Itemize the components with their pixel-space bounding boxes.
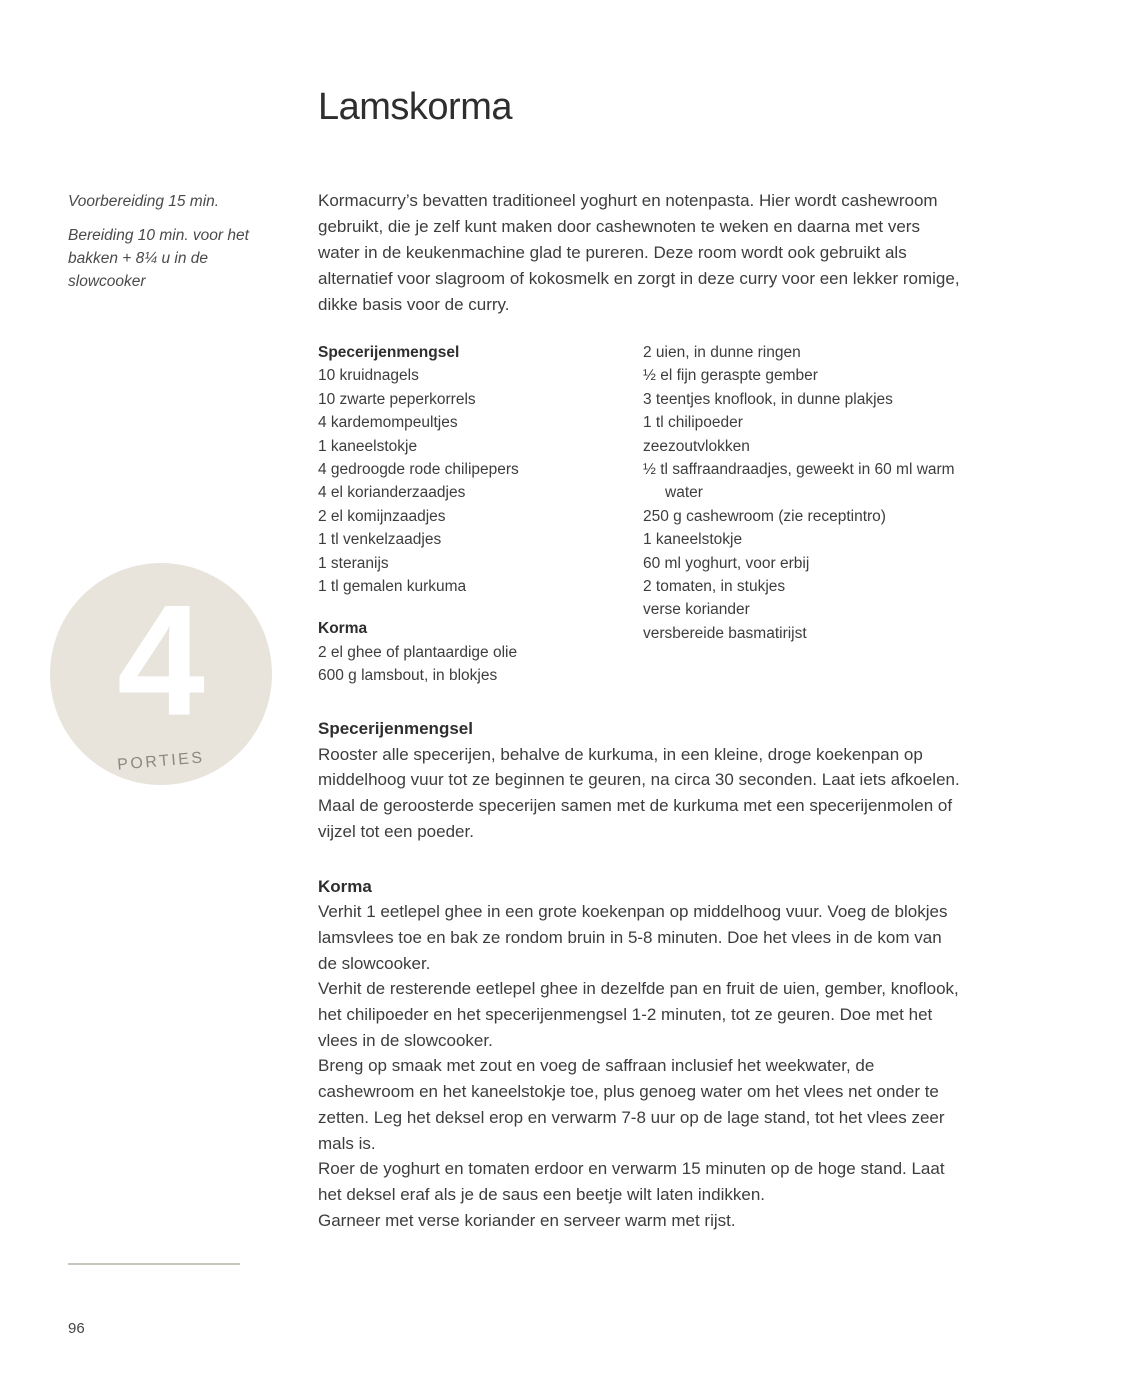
cook-time-text: Bereiding 10 min. voor het bakken + 8¼ u in de slowcooker (68, 227, 249, 290)
method-step: Breng op smaak met zout en voeg de saffraan inclusief het weekwater, de cashewroom en het kaneelstokje toe, plus genoeg water om het vlees net onder te zetten. Leg het deksel erop en verwarm 7-8 uur op de lage stand, tot het vlees zeer mals is. (318, 1056, 945, 1153)
method-section-heading: Specerijenmengsel (318, 719, 473, 738)
ingredient-item: ½ tl saffraandraadjes, geweekt in 60 ml warm water (643, 461, 955, 502)
page-number: 96 (68, 1320, 85, 1337)
page-title: Lamskorma (318, 86, 512, 128)
ingredient-group-heading: Korma (318, 620, 368, 638)
ingredient-item: 1 kaneelstokje (643, 531, 743, 549)
ingredient-group-heading: Specerijenmengsel (318, 344, 460, 361)
prep-time-text: Voorbereiding 15 min. (68, 193, 220, 210)
ingredient-item: 2 el ghee of plantaardige olie (318, 643, 518, 661)
ingredient-item: 4 kardemompeultjes (318, 414, 458, 432)
method-section-heading: Korma (318, 876, 372, 896)
ingredient-item: 60 ml yoghurt, voor erbij (643, 554, 810, 572)
ingredient-item: 4 el korianderzaadjes (318, 484, 466, 502)
servings-badge (50, 563, 272, 785)
ingredient-item: 250 g cashewroom (zie receptintro) (643, 507, 886, 525)
ingredient-group (318, 617, 643, 687)
ingredient-item: 2 uien, in dunne ringen (643, 344, 801, 361)
method-instructions (318, 716, 963, 1233)
ingredients-list (318, 341, 968, 688)
ingredient-item: 3 teentjes knoflook, in dunne plakjes (643, 390, 893, 408)
ingredient-item: zeezoutvlokken (643, 437, 750, 455)
ingredient-item: 1 kaneelstokje (318, 437, 418, 455)
servings-label: PORTIES (116, 749, 206, 774)
ingredient-item: 1 steranijs (318, 554, 389, 572)
method-section (318, 874, 963, 1234)
ingredient-item: verse koriander (643, 601, 750, 619)
method-step: Verhit de resterende eetlepel ghee in dezelfde pan en fruit de uien, gember, knoflook, het chilipoeder en het specerijenmengsel 1-2 minuten, tot ze geuren. Doe met het vlees in de slowcooker. (318, 979, 959, 1050)
method-step: Roer de yoghurt en tomaten erdoor en verwarm 15 minuten op de hoge stand. Laat het deksel eraf als je de saus een beetje wilt laten indikken. (318, 1159, 945, 1204)
method-step: Rooster alle specerijen, behalve de kurkuma, in een kleine, droge koekenpan op middelhoog vuur tot ze beginnen te geuren, na circa 30 seconden. Laat iets afkoelen. (318, 744, 960, 790)
ingredient-item: versbereide basmatirijst (643, 624, 807, 642)
footer-divider-line (68, 1263, 240, 1265)
method-step: Garneer met verse koriander en serveer warm met rijst. (318, 1210, 736, 1230)
ingredient-item: 1 tl venkelzaadjes (318, 531, 442, 549)
ingredients-right-column (643, 341, 955, 688)
ingredient-item: 1 tl gemalen kurkuma (318, 578, 467, 596)
ingredient-item: 600 g lamsbout, in blokjes (318, 667, 498, 685)
servings-number: 4 (117, 573, 205, 750)
method-section (318, 716, 963, 845)
ingredient-item: 10 zwarte peperkorrels (318, 390, 476, 408)
recipe-intro: Kormacurry’s bevatten traditioneel yoghurt en notenpasta. Hier wordt cashewroom gebruikt, die je zelf kunt maken door cashewnoten te weken en daarna met vers water in de keukenmachine glad te pureren. Deze room wordt ook gebruikt als alternatief voor slagroom of kokosmelk en zorgt in deze curry voor een lekker romige, dikke basis voor de curry. (318, 191, 960, 314)
method-step: Maal de geroosterde specerijen samen met de kurkuma met een specerijenmolen of vijzel tot een poeder. (318, 796, 953, 841)
ingredient-item: 2 tomaten, in stukjes (643, 578, 786, 596)
method-step: Verhit 1 eetlepel ghee in een grote koekenpan op middelhoog vuur. Voeg de blokjes lamsvlees toe en bak ze rondom bruin in 5-8 minuten. Doe het vlees in de kom van de slowcooker. (318, 902, 948, 973)
ingredient-item: 2 el komijnzaadjes (318, 507, 446, 525)
ingredient-item: 1 tl chilipoeder (643, 414, 743, 432)
ingredient-item: 4 gedroogde rode chilipepers (318, 461, 519, 479)
ingredient-group (318, 341, 643, 598)
ingredients-left-column (318, 341, 643, 688)
ingredient-item: ½ el fijn geraspte gember (643, 367, 818, 385)
ingredient-item: 10 kruidnagels (318, 367, 419, 385)
timing-sidebar (68, 190, 258, 304)
